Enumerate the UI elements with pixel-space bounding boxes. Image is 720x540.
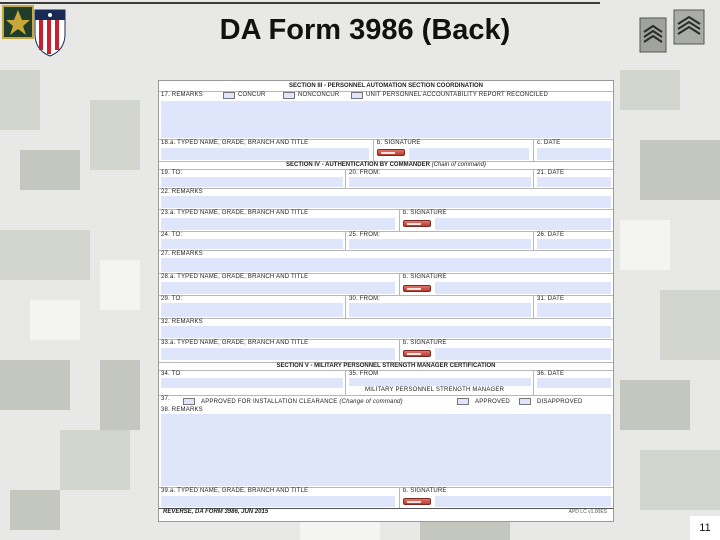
disapproved-checkbox[interactable]: [519, 398, 531, 405]
concur-label: CONCUR: [238, 92, 266, 98]
field-39b-label: b. SIGNATURE: [403, 488, 447, 494]
signature-33b-field[interactable]: [435, 348, 611, 360]
signature-18b-field[interactable]: [409, 148, 529, 160]
signature-28b-field[interactable]: [435, 282, 611, 294]
name-18a-field[interactable]: [161, 148, 369, 160]
field-33b-label: b. SIGNATURE: [403, 340, 447, 346]
field-30-label: 30. FROM:: [349, 296, 381, 302]
da-form-3986-back: [158, 80, 614, 522]
field-33a-label: 33.a. TYPED NAME, GRADE, BRANCH AND TITLE: [161, 340, 309, 346]
field-32-label: 32. REMARKS: [161, 319, 203, 325]
section-5-heading: SECTION V - MILITARY PERSONNEL STRENGTH MANAGER CERTIFICATION: [276, 363, 496, 369]
field-18a-label: 18.a. TYPED NAME, GRADE, BRANCH AND TITLE: [161, 140, 309, 146]
approved-checkbox[interactable]: [457, 398, 469, 405]
name-23a-field[interactable]: [161, 218, 395, 230]
from-25-field[interactable]: [349, 239, 531, 249]
sign-28b-button[interactable]: [403, 285, 431, 292]
field-39a-label: 39.a. TYPED NAME, GRADE, BRANCH AND TITLE: [161, 488, 309, 494]
sign-33b-button[interactable]: [403, 350, 431, 357]
remarks-32-field[interactable]: [161, 326, 611, 338]
page-number: 11: [690, 516, 720, 540]
sign-23b-button[interactable]: [403, 220, 431, 227]
remarks-38-field[interactable]: [161, 414, 611, 486]
field-35-label: 35. FROM: [349, 371, 379, 377]
signature-39b-field[interactable]: [435, 496, 611, 507]
field-27-label: 27. REMARKS: [161, 251, 203, 257]
upar-label: UNIT PERSONNEL ACCOUNTABILITY REPORT RECONCILED: [366, 92, 548, 98]
header-rule: [0, 2, 600, 4]
name-33a-field[interactable]: [161, 348, 395, 360]
approved-installation-checkbox[interactable]: [183, 398, 195, 405]
field-21-label: 21. DATE: [537, 170, 565, 176]
field-17-label: 17. REMARKS: [161, 92, 203, 98]
date-21-field[interactable]: [537, 177, 611, 187]
to-19-field[interactable]: [161, 177, 343, 187]
slide-header: [0, 0, 720, 66]
field-19-label: 19. TO:: [161, 170, 183, 176]
field-36-label: 36. DATE: [537, 371, 565, 377]
date-26-field[interactable]: [537, 239, 611, 249]
date-18c-field[interactable]: [537, 148, 611, 160]
date-36-field[interactable]: [537, 378, 611, 388]
field-38-label: 38. REMARKS: [161, 407, 203, 413]
field-20-label: 20. FROM:: [349, 170, 381, 176]
field-18c-label: c. DATE: [537, 140, 561, 146]
section-4-heading: SECTION IV - AUTHENTICATION BY COMMANDER (Chain of command): [286, 162, 486, 168]
sign-18b-button[interactable]: [377, 149, 405, 156]
field-34-label: 34. TO: [161, 371, 181, 377]
name-39a-field[interactable]: [161, 496, 395, 507]
to-29-field[interactable]: [161, 303, 343, 317]
field-23b-label: b. SIGNATURE: [403, 210, 447, 216]
field-28b-label: b. SIGNATURE: [403, 274, 447, 280]
rank-insignia-icon: [636, 8, 708, 56]
field-26-label: 26. DATE: [537, 232, 565, 238]
field-24-label: 24. TO:: [161, 232, 183, 238]
to-24-field[interactable]: [161, 239, 343, 249]
remarks-22-field[interactable]: [161, 196, 611, 208]
approved-installation-label: APPROVED FOR INSTALLATION CLEARANCE (Change of command): [201, 399, 403, 405]
to-34-field[interactable]: [161, 378, 343, 388]
date-31-field[interactable]: [537, 303, 611, 317]
nonconcur-label: NONCONCUR: [298, 92, 340, 98]
section-3-heading: SECTION III - PERSONNEL AUTOMATION SECTION COORDINATION: [288, 83, 483, 89]
concur-checkbox[interactable]: [223, 92, 235, 99]
field-31-label: 31. DATE: [537, 296, 565, 302]
form-footer: REVERSE, DA FORM 3986, JUN 2015: [163, 509, 269, 515]
field-29-label: 29. TO:: [161, 296, 183, 302]
slide-title: DA Form 3986 (Back): [219, 14, 511, 46]
from-35-field[interactable]: [349, 378, 531, 386]
from-20-field[interactable]: [349, 177, 531, 187]
field-28a-label: 28.a. TYPED NAME, GRADE, BRANCH AND TITLE: [161, 274, 309, 280]
form-version: APD LC v1.00ES: [568, 509, 607, 515]
from-30-field[interactable]: [349, 303, 531, 317]
field-37-label: 37.: [161, 396, 170, 402]
sign-39b-button[interactable]: [403, 498, 431, 505]
disapproved-label: DISAPPROVED: [537, 399, 583, 405]
approved-label: APPROVED: [475, 399, 510, 405]
field-23a-label: 23.a. TYPED NAME, GRADE, BRANCH AND TITLE: [161, 210, 309, 216]
name-28a-field[interactable]: [161, 282, 395, 294]
field-25-label: 25. FROM:: [349, 232, 381, 238]
remarks-17-field[interactable]: [161, 101, 611, 138]
nonconcur-checkbox[interactable]: [283, 92, 295, 99]
field-18b-label: b. SIGNATURE: [377, 140, 421, 146]
signature-23b-field[interactable]: [435, 218, 611, 230]
upar-checkbox[interactable]: [351, 92, 363, 99]
remarks-27-field[interactable]: [161, 258, 611, 272]
mpsm-label: MILITARY PERSONNEL STRENGTH MANAGER: [365, 387, 505, 393]
field-22-label: 22. REMARKS: [161, 189, 203, 195]
